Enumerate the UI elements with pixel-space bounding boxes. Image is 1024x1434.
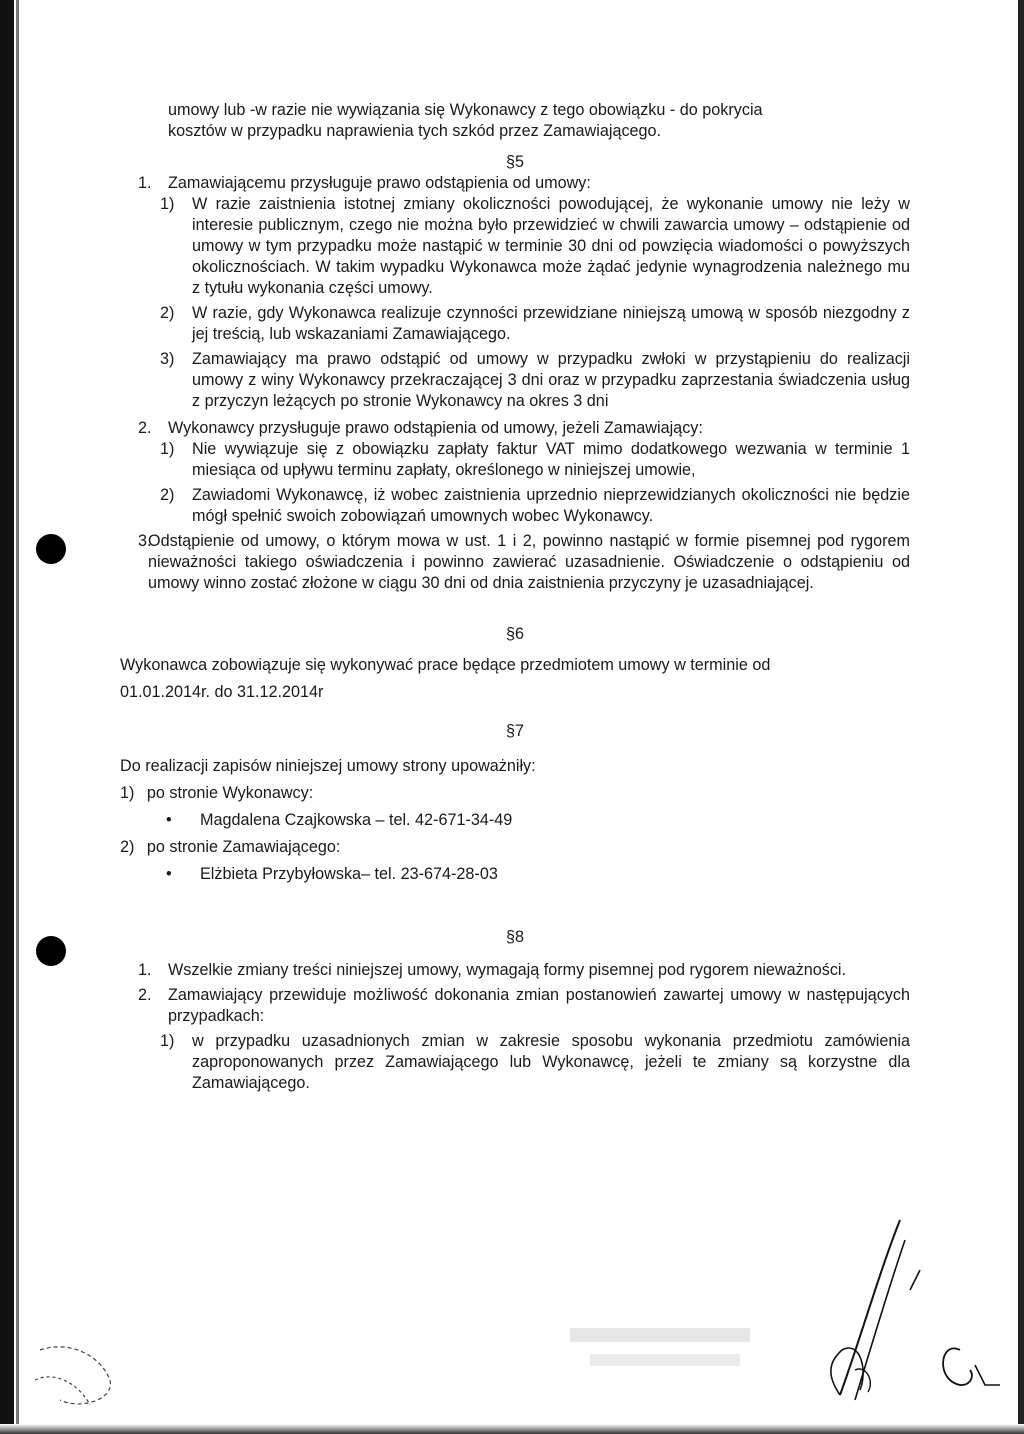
s5-p1-item-3 [120, 349, 910, 412]
s7-item-2-person: • Elżbieta Przybyłowska– tel. 23-674-28-03 [120, 864, 910, 885]
s8-p2-item-1-number: 1) [160, 1032, 175, 1050]
section-heading-8: §8 [505, 928, 524, 946]
s5-paragraph-3 [120, 531, 910, 594]
s5-p1-item-1 [120, 194, 910, 299]
s5-p3-text: Odstąpienie od umowy, o którym mowa w ust. 1 i 2, powinno nastąpić w formie pisemnej pod rygorem nieważności takiego oświadczenia i powinno zawierać uzasadnienie. Oświadczenie o odstąpieniu od umowy winno zostać złożone w ciągu 30 dni od dnia zaistnienia przyczyny je uzasadniającej. [148, 532, 910, 592]
s5-p2-item-2-text: Zawiadomi Wykonawcę, iż wobec zaistnienia uprzednio nieprzewidzianych okoliczności nie będzie mógł spełnić swoich zobowiązań umownych wobec Wykonawcy. [192, 486, 910, 525]
s8-p2-text: Zamawiający przewiduje możliwość dokonania zmian postanowień zawartej umowy w następujących przypadkach: [168, 986, 910, 1025]
s5-p2-item-1-number: 1) [160, 440, 175, 458]
s8-p2-item-1 [120, 1031, 910, 1094]
intro-line-2: kosztów w przypadku naprawienia tych szkód przez Zamawiającego. [168, 122, 662, 140]
scan-border-left-inner [16, 0, 19, 1434]
punch-hole-lower [36, 936, 66, 966]
s5-p3-number: 3. [138, 532, 152, 550]
intro-line-1: umowy lub -w razie nie wywiązania się Wykonawcy z tego obowiązku - do pokrycia [168, 101, 763, 119]
s7-item-2-number: 2) [120, 838, 135, 856]
s5-p1-item-2-number: 2) [160, 304, 175, 322]
s5-p2-number: 2. [138, 419, 152, 437]
corner-scribble [20, 1330, 130, 1420]
s5-p2-text: Wykonawcy przysługuje prawo odstąpienia od umowy, jeżeli Zamawiający: [168, 419, 703, 437]
s8-p1-number: 1. [138, 961, 152, 979]
s5-p1-item-3-number: 3) [160, 350, 175, 368]
s5-p2-item-1 [120, 439, 910, 481]
s7-item-1 [120, 783, 910, 804]
s8-p2-number: 2. [138, 986, 152, 1004]
s5-p1-item-1-text: W razie zaistnienia istotnej zmiany okoliczności powodującej, że wykonanie umowy nie leży w interesie publicznym, czego nie można było przewidzieć w chwili zawarcia umowy – odstąpienie od umowy w tym przypadku może nastąpić w terminie 30 dni od powzięcia wiadomości o powyższych okolicznościach. W takim wypadku Wykonawca może żądać jedynie wynagrodzenia należnego mu z tytułu wykonania części umowy. [192, 195, 910, 297]
document-page [120, 100, 910, 1094]
section-heading-5: §5 [505, 153, 524, 171]
s8-paragraph-2 [120, 985, 910, 1027]
s8-p1-text: Wszelkie zmiany treści niniejszej umowy, wymagają formy pisemnej pod rygorem nieważności. [168, 961, 847, 979]
s7-item-1-number: 1) [120, 784, 135, 802]
s5-paragraph-2 [120, 418, 910, 439]
s7-item-2 [120, 837, 910, 858]
s5-p2-item-2-number: 2) [160, 486, 175, 504]
stamp-blurred [560, 1320, 780, 1380]
scan-border-bottom [0, 1424, 1024, 1434]
s5-paragraph-1 [120, 173, 910, 194]
s7-item-2-label: po stronie Zamawiającego: [146, 838, 341, 856]
s5-p1-number: 1. [138, 174, 152, 192]
s5-p1-item-1-number: 1) [160, 195, 175, 213]
punch-hole-upper [36, 534, 66, 564]
s8-p2-item-1-text: w przypadku uzasadnionych zmian w zakresie sposobu wykonania przedmiotu zamówienia zaproponowanych przez Zamawiającego lub Wykonawcę, jeżeli te zmiany są korzystne dla Zamawiającego. [192, 1032, 910, 1092]
s6-line-1: Wykonawca zobowiązuje się wykonywać prace będące przedmiotem umowy w terminie od [120, 656, 771, 674]
s5-p2-item-1-text: Nie wywiązuje się z obowiązku zapłaty faktur VAT mimo dodatkowego wezwania w terminie 1 miesiąca od upływu terminu zapłaty, określonego w niniejszej umowie, [192, 440, 910, 479]
s7-item-1-person: • Magdalena Czajkowska – tel. 42-671-34-49 [120, 810, 910, 831]
scan-border-right [1018, 0, 1024, 1434]
s5-p2-item-2 [120, 485, 910, 527]
section-heading-6: §6 [505, 625, 524, 643]
handwritten-signature [770, 1180, 1010, 1410]
scan-border-left [0, 0, 14, 1434]
s5-p1-item-2-text: W razie, gdy Wykonawca realizuje czynności przewidziane niniejszą umową w sposób niezgodny z jej treścią, lub wskazaniami Zamawiającego. [192, 304, 910, 343]
s7-item-1-label: po stronie Wykonawcy: [146, 784, 314, 802]
s7-intro: Do realizacji zapisów niniejszej umowy strony upoważniły: [120, 757, 536, 775]
section-heading-7: §7 [505, 722, 524, 740]
s8-paragraph-1 [120, 960, 910, 981]
s6-line-2: 01.01.2014r. do 31.12.2014r [120, 683, 324, 701]
s5-p1-item-3-text: Zamawiający ma prawo odstąpić od umowy w przypadku zwłoki w przystąpieniu do realizacji umowy z winy Wykonawcy przekraczającej 3 dni oraz w przypadku zaprzestania świadczenia usług z przyczyn leżących po stronie Wykonawcy na okres 3 dni [192, 350, 910, 410]
s5-p1-text: Zamawiającemu przysługuje prawo odstąpienia od umowy: [168, 174, 591, 192]
s5-p1-item-2 [120, 303, 910, 345]
